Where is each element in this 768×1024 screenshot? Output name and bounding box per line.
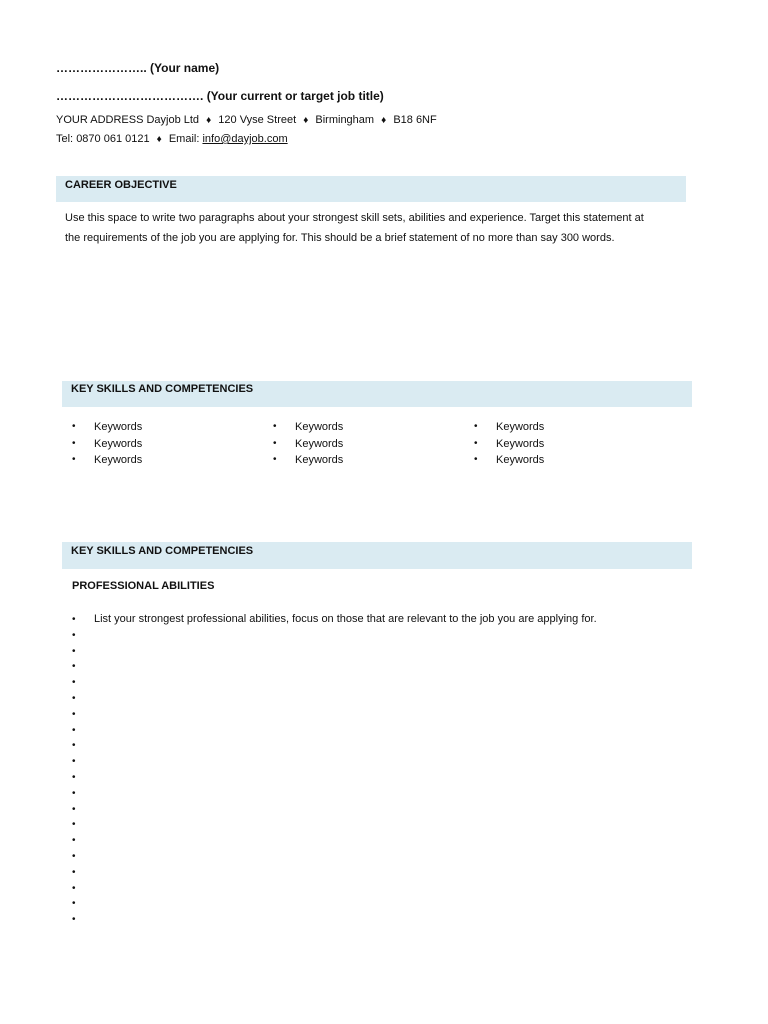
bullet-icon: • — [72, 708, 76, 720]
key-skills-heading: KEY SKILLS AND COMPETENCIES — [62, 381, 692, 407]
keyword-text: Keywords — [496, 437, 545, 450]
keyword-item — [72, 452, 142, 469]
name-placeholder-dots: ………………….. — [56, 61, 147, 75]
career-objective-line: the requirements of the job you are applying for. This should be a brief statement of no more than say 300 words. — [65, 232, 615, 244]
career-objective-heading: CAREER OBJECTIVE — [56, 176, 686, 202]
bullet-icon: • — [72, 421, 76, 432]
bullet-icon: • — [72, 850, 76, 862]
keyword-item — [273, 419, 343, 436]
bullet-icon: • — [72, 771, 76, 783]
tel-value: 0870 061 0121 — [76, 133, 150, 145]
ability-item — [72, 881, 597, 897]
career-objective-line: Use this space to write two paragraphs about your strongest skill sets, abilities and experience. Target this statement at — [65, 212, 644, 224]
ability-item — [72, 786, 597, 802]
keyword-item — [273, 452, 343, 469]
keyword-text: Keywords — [295, 437, 344, 450]
ability-item — [72, 675, 597, 691]
ability-item — [72, 833, 597, 849]
job-title-placeholder-dots: ………………………………. — [56, 89, 204, 103]
ability-item — [72, 659, 597, 675]
address-postcode: B18 6NF — [393, 114, 437, 126]
diamond-separator-icon: ♦ — [206, 115, 212, 126]
keywords-column — [474, 419, 544, 469]
ability-item — [72, 628, 597, 644]
bullet-icon: • — [72, 724, 76, 736]
email-link[interactable]: info@dayjob.com — [202, 133, 288, 145]
bullet-icon: • — [72, 437, 76, 449]
keyword-item — [474, 436, 544, 453]
career-objective-text — [65, 208, 685, 248]
keyword-text: Keywords — [295, 421, 344, 433]
ability-item — [72, 770, 597, 786]
key-skills-heading-2: KEY SKILLS AND COMPETENCIES — [62, 542, 692, 569]
bullet-icon: • — [474, 421, 478, 432]
bullet-icon: • — [72, 803, 76, 815]
bullet-icon: • — [72, 677, 76, 689]
job-title-line — [56, 89, 384, 103]
bullet-icon: • — [72, 835, 76, 847]
bullet-icon: • — [72, 914, 76, 926]
keyword-item — [72, 436, 142, 453]
keyword-text: Keywords — [295, 454, 344, 467]
keywords-column — [273, 419, 343, 469]
bullet-icon: • — [72, 866, 76, 878]
keyword-text: Keywords — [496, 454, 545, 467]
ability-item — [72, 691, 597, 707]
bullet-icon: • — [273, 421, 277, 432]
ability-item — [72, 817, 597, 833]
bullet-icon: • — [72, 819, 76, 831]
contact-line — [56, 133, 288, 145]
bullet-icon: • — [273, 454, 277, 466]
keyword-text: Keywords — [496, 421, 545, 433]
keyword-text: Keywords — [94, 421, 143, 433]
bullet-icon: • — [72, 661, 76, 673]
diamond-separator-icon: ♦ — [156, 134, 162, 145]
tel-label: Tel: — [56, 133, 74, 145]
email-label: Email: — [168, 133, 200, 145]
keywords-column — [72, 419, 142, 469]
bullet-icon: • — [72, 756, 76, 768]
diamond-separator-icon: ♦ — [303, 115, 309, 126]
ability-item — [72, 612, 597, 628]
keyword-item — [72, 419, 142, 436]
job-title-label: (Your current or target job title) — [206, 89, 384, 103]
keyword-item — [474, 419, 544, 436]
bullet-icon: • — [72, 692, 76, 704]
bullet-icon: • — [72, 898, 76, 910]
ability-item — [72, 912, 597, 928]
address-street: 120 Vyse Street — [218, 114, 297, 126]
bullet-icon: • — [474, 454, 478, 466]
name-label: (Your name) — [150, 61, 220, 75]
ability-item — [72, 723, 597, 739]
bullet-icon: • — [72, 787, 76, 799]
bullet-icon: • — [72, 882, 76, 894]
ability-item — [72, 754, 597, 770]
professional-abilities-heading: PROFESSIONAL ABILITIES — [72, 580, 215, 592]
bullet-icon: • — [273, 437, 277, 449]
bullet-icon: • — [72, 454, 76, 466]
ability-text: List your strongest professional abilities, focus on those that are relevant to the job you are applying for. — [94, 613, 597, 625]
bullet-icon: • — [474, 437, 478, 449]
keyword-item — [474, 452, 544, 469]
bullet-icon: • — [72, 629, 76, 641]
bullet-icon: • — [72, 614, 76, 625]
ability-item — [72, 849, 597, 865]
address-company: YOUR ADDRESS Dayjob Ltd — [56, 114, 200, 126]
ability-item — [72, 644, 597, 660]
ability-item — [72, 896, 597, 912]
bullet-icon: • — [72, 645, 76, 657]
keyword-text: Keywords — [94, 437, 143, 450]
ability-item — [72, 707, 597, 723]
name-line — [56, 61, 219, 75]
professional-abilities-list — [72, 612, 597, 928]
ability-item — [72, 802, 597, 818]
ability-item — [72, 738, 597, 754]
address-city: Birmingham — [315, 114, 375, 126]
keyword-text: Keywords — [94, 454, 143, 467]
diamond-separator-icon: ♦ — [381, 115, 387, 126]
ability-item — [72, 865, 597, 881]
address-line — [56, 114, 437, 126]
bullet-icon: • — [72, 740, 76, 752]
keyword-item — [273, 436, 343, 453]
